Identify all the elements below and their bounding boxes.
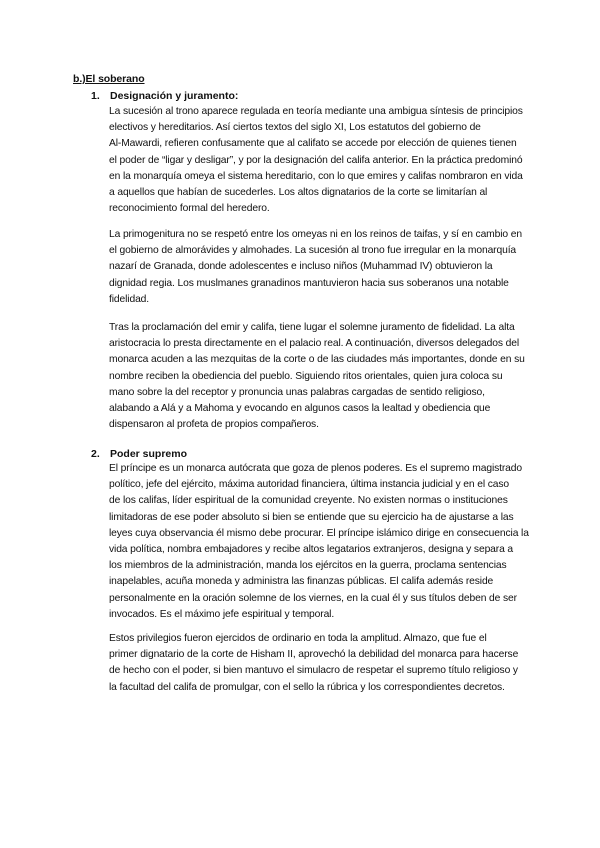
text-line: invocados. Es el máximo jefe espiritual y temporal.: [109, 608, 335, 620]
text-line: en la monarquía omeya el sistema hereditario, con lo que emires y califas nombraron en vida: [109, 170, 523, 182]
paragraph-sucesion: [109, 104, 523, 217]
section-2-title: Poder supremo: [110, 448, 188, 460]
section-heading: b.)El soberano: [73, 73, 145, 85]
paragraph-privilegios: [109, 631, 518, 696]
text-line: inapelables, acuña moneda y administra las finanzas públicas. El califa además reside: [109, 576, 494, 588]
paragraph-juramento: [109, 320, 525, 433]
text-line: monarca acuden a las mezquitas de la corte o de las ciudades más importantes, donde en su: [109, 354, 525, 366]
text-line: La primogenitura no se respetó entre los omeyas ni en los reinos de taifas, y sí en cambio en: [109, 229, 522, 240]
text-line: nazarí de Granada, donde adolescentes e incluso niños (Muhammad IV) obtuvieron la: [109, 261, 493, 273]
paragraph-poder-supremo: [109, 461, 529, 623]
text-line: de hecho con el poder, si bien mantuvo el simulacro de respetar el supremo título religioso y: [109, 665, 518, 677]
text-line: el poder de “ligar y desligar”, y por la designación del califa anterior. En la práctica predominó: [109, 154, 523, 166]
text-line: La sucesión al trono aparece regulada en teoría mediante una ambigua síntesis de principios: [109, 106, 523, 117]
text-line: Al-Mawardi, refieren confusamente que al califato se accede por elección de quienes tienen: [109, 138, 517, 150]
text-line: nombre reciben la obediencia del pueblo. Siguiendo ritos orientales, quien jura coloca su: [109, 370, 503, 382]
text-line: el gobierno de almorávides y almohades. La sucesión al trono fue irregular en la monarquía: [109, 245, 517, 257]
text-line: político, jefe del ejército, máxima autoridad financiera, última instancia judicial y en el caso: [109, 479, 509, 491]
text-line: primer dignatario de la corte de Hisham II, aprovechó la debilidad del monarca para hacerse: [109, 649, 519, 661]
text-line: dignidad regia. Los muslmanes granadinos mantuvieron hacia sus soberanos una notable: [109, 277, 509, 289]
text-line: fidelidad.: [109, 293, 150, 305]
text-line: a aquellos que habían de sucederles. Los altos dignatarios de la corte se limitarían al: [109, 187, 488, 199]
text-line: alabando a Alá y a Mahoma y evocando en algunos casos la lealtad y obediencia que: [109, 403, 491, 415]
section-1-title: Designación y juramento:: [110, 90, 239, 102]
section-2-number: 2.: [91, 448, 100, 460]
text-line: de los califas, líder espiritual de la comunidad creyente. No existen normas o instituciones: [109, 495, 508, 507]
text-line: El príncipe es un monarca autócrata que goza de plenos poderes. Es el supremo magistrado: [109, 463, 523, 474]
text-line: limitadoras de ese poder absoluto si bien se entiende que su ejercicio ha de ajustarse a las: [109, 511, 514, 523]
text-line: Estos privilegios fueron ejercidos de ordinario en toda la amplitud. Almazo, que fue el: [109, 633, 487, 644]
text-line: reconocimiento formal del heredero.: [109, 203, 270, 215]
text-line: mano sobre la del receptor y pronuncia unas palabras cargadas de sentido religioso,: [109, 386, 485, 398]
section-1-number: 1.: [91, 90, 100, 102]
text-line: los miembros de la administración, manda los ejércitos en la guerra, proclama sentencias: [109, 560, 507, 572]
text-line: Tras la proclamación del emir y califa, tiene lugar el solemne juramento de fidelidad. La alta: [109, 322, 515, 333]
text-line: personalmente en la oración solemne de los viernes, en la cual él y sus títulos deben de ser: [109, 592, 517, 604]
text-line: vida política, nombra embajadores y recibe altos legatarios extranjeros, designa y separa a: [109, 544, 514, 556]
paragraph-primogenitura: [109, 227, 522, 308]
text-line: dispensaron al profeta de propios compañeros.: [109, 419, 319, 431]
text-line: aristocracia lo presta directamente en el palacio real. A continuación, diversos delegados del: [109, 338, 519, 350]
text-line: leyes cuya observancia él mismo debe procurar. El príncipe islámico dirige en consecuencia la: [109, 527, 529, 539]
text-line: electivos y hereditarios. Así ciertos textos del siglo XI, Los estatutos del gobierno de: [109, 122, 481, 134]
text-line: la facultad del califa de promulgar, con el sello la rúbrica y los correspondientes decretos.: [109, 681, 505, 693]
